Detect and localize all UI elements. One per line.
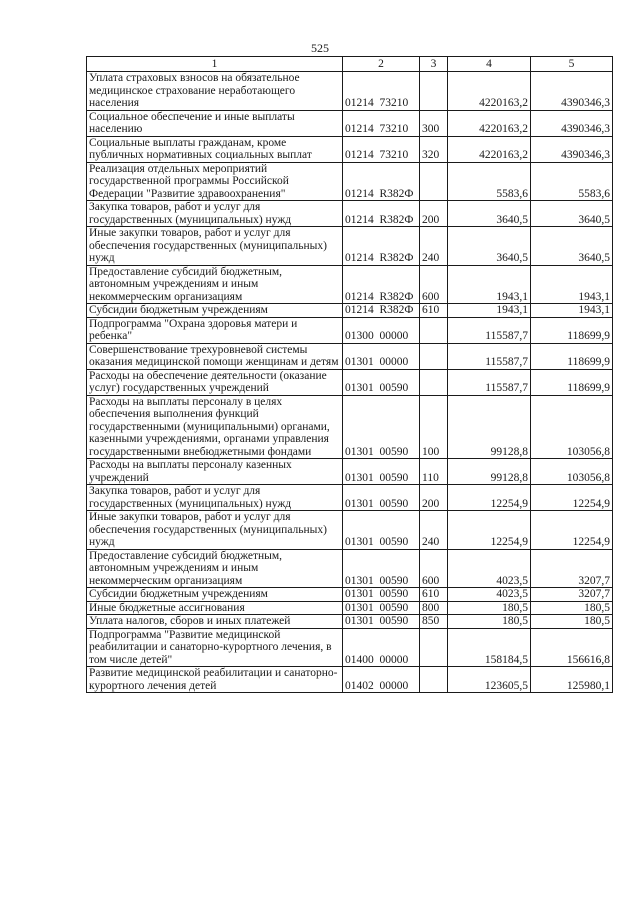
cell-type: 300: [420, 110, 448, 136]
table-row: [87, 72, 613, 111]
cell-v4: 1943,1: [448, 265, 531, 304]
table-row: [87, 511, 613, 550]
cell-type: [420, 667, 448, 693]
table-row: [87, 317, 613, 343]
cell-name: Предоставление субсидий бюджетным, автономным учреждениям и иным некоммерческим организациям: [87, 265, 343, 304]
cell-v5: 118699,9: [531, 317, 613, 343]
cell-v4: 4220163,2: [448, 72, 531, 111]
cell-v5: 4390346,3: [531, 136, 613, 162]
cell-type: [420, 72, 448, 111]
cell-code: 01400 00000: [343, 628, 420, 667]
header-col-4: 4: [448, 57, 531, 72]
cell-v4: 4220163,2: [448, 110, 531, 136]
cell-v4: 4220163,2: [448, 136, 531, 162]
cell-code: 01301 00590: [343, 369, 420, 395]
cell-name: Субсидии бюджетным учреждениям: [87, 588, 343, 602]
cell-v4: 158184,5: [448, 628, 531, 667]
cell-code: 01301 00590: [343, 459, 420, 485]
cell-v5: 103056,8: [531, 395, 613, 459]
cell-v5: 125980,1: [531, 667, 613, 693]
cell-code: 01301 00590: [343, 601, 420, 615]
cell-name: Закупка товаров, работ и услуг для государственных (муниципальных) нужд: [87, 201, 343, 227]
cell-code: 01301 00590: [343, 615, 420, 629]
cell-v5: 156616,8: [531, 628, 613, 667]
cell-code: 01300 00000: [343, 317, 420, 343]
cell-v5: 3640,5: [531, 201, 613, 227]
cell-name: Закупка товаров, работ и услуг для государственных (муниципальных) нужд: [87, 485, 343, 511]
cell-v4: 115587,7: [448, 317, 531, 343]
cell-name: Подпрограмма "Развитие медицинской реабилитации и санаторно-курортного лечения, в том числе детей": [87, 628, 343, 667]
cell-v5: 3207,7: [531, 588, 613, 602]
cell-name: Реализация отдельных мероприятий государственной программы Российской Федерации "Развитие здравоохранения": [87, 162, 343, 201]
cell-code: 01214 R382Ф: [343, 304, 420, 318]
cell-type: 200: [420, 485, 448, 511]
cell-v5: 180,5: [531, 615, 613, 629]
header-row: [87, 57, 613, 72]
cell-v5: 3640,5: [531, 227, 613, 266]
cell-v4: 180,5: [448, 601, 531, 615]
budget-table: [86, 56, 613, 693]
cell-code: 01214 R382Ф: [343, 201, 420, 227]
table-row: [87, 615, 613, 629]
cell-type: [420, 369, 448, 395]
cell-type: 320: [420, 136, 448, 162]
cell-type: [420, 317, 448, 343]
cell-v5: 5583,6: [531, 162, 613, 201]
cell-type: 610: [420, 304, 448, 318]
cell-v4: 3640,5: [448, 201, 531, 227]
cell-code: 01301 00590: [343, 511, 420, 550]
cell-name: Расходы на обеспечение деятельности (оказание услуг) государственных учреждений: [87, 369, 343, 395]
cell-type: 100: [420, 395, 448, 459]
cell-v4: 4023,5: [448, 549, 531, 588]
header-col-1: 1: [87, 57, 343, 72]
table-row: [87, 136, 613, 162]
cell-type: 850: [420, 615, 448, 629]
cell-code: 01301 00000: [343, 343, 420, 369]
cell-code: 01214 73210: [343, 72, 420, 111]
cell-code: 01214 R382Ф: [343, 265, 420, 304]
page-number: 525: [311, 41, 329, 55]
cell-type: 240: [420, 511, 448, 550]
cell-name: Иные бюджетные ассигнования: [87, 601, 343, 615]
cell-code: 01301 00590: [343, 549, 420, 588]
table-row: [87, 485, 613, 511]
cell-name: Социальное обеспечение и иные выплаты населению: [87, 110, 343, 136]
cell-type: [420, 343, 448, 369]
cell-code: 01214 73210: [343, 110, 420, 136]
table-row: [87, 265, 613, 304]
cell-type: 610: [420, 588, 448, 602]
cell-v5: 1943,1: [531, 304, 613, 318]
cell-code: 01301 00590: [343, 395, 420, 459]
cell-v4: 4023,5: [448, 588, 531, 602]
cell-v4: 5583,6: [448, 162, 531, 201]
table-row: [87, 343, 613, 369]
cell-code: 01301 00590: [343, 485, 420, 511]
cell-v5: 4390346,3: [531, 110, 613, 136]
cell-name: Развитие медицинской реабилитации и санаторно-курортного лечения детей: [87, 667, 343, 693]
cell-code: 01402 00000: [343, 667, 420, 693]
cell-v5: 1943,1: [531, 265, 613, 304]
header-col-5: 5: [531, 57, 613, 72]
cell-name: Иные закупки товаров, работ и услуг для обеспечения государственных (муниципальных) нужд: [87, 227, 343, 266]
cell-code: 01214 73210: [343, 136, 420, 162]
cell-v5: 118699,9: [531, 369, 613, 395]
cell-type: 200: [420, 201, 448, 227]
table-row: [87, 628, 613, 667]
cell-type: 600: [420, 549, 448, 588]
cell-v4: 12254,9: [448, 485, 531, 511]
cell-v4: 12254,9: [448, 511, 531, 550]
cell-code: 01214 R382Ф: [343, 162, 420, 201]
table-row: [87, 588, 613, 602]
cell-code: 01214 R382Ф: [343, 227, 420, 266]
cell-v4: 99128,8: [448, 395, 531, 459]
table-row: [87, 601, 613, 615]
cell-type: 110: [420, 459, 448, 485]
cell-name: Уплата страховых взносов на обязательное медицинское страхование неработающего населения: [87, 72, 343, 111]
table-row: [87, 304, 613, 318]
cell-v4: 180,5: [448, 615, 531, 629]
cell-v5: 118699,9: [531, 343, 613, 369]
cell-type: [420, 162, 448, 201]
cell-name: Расходы на выплаты персоналу в целях обеспечения выполнения функций государственными (муниципальными) органами, казенными учреждениями, органами управления государственными внебюджетными фондами: [87, 395, 343, 459]
table-row: [87, 549, 613, 588]
cell-v5: 3207,7: [531, 549, 613, 588]
table-row: [87, 667, 613, 693]
cell-v5: 12254,9: [531, 485, 613, 511]
cell-v4: 3640,5: [448, 227, 531, 266]
cell-type: 800: [420, 601, 448, 615]
cell-name: Социальные выплаты гражданам, кроме публичных нормативных социальных выплат: [87, 136, 343, 162]
cell-v4: 115587,7: [448, 369, 531, 395]
table-row: [87, 395, 613, 459]
cell-name: Иные закупки товаров, работ и услуг для обеспечения государственных (муниципальных) нужд: [87, 511, 343, 550]
cell-name: Субсидии бюджетным учреждениям: [87, 304, 343, 318]
cell-name: Расходы на выплаты персоналу казенных учреждений: [87, 459, 343, 485]
table-row: [87, 110, 613, 136]
cell-type: 600: [420, 265, 448, 304]
cell-name: Предоставление субсидий бюджетным, автономным учреждениям и иным некоммерческим организациям: [87, 549, 343, 588]
table-row: [87, 369, 613, 395]
table-row: [87, 162, 613, 201]
table-row: [87, 227, 613, 266]
header-col-3: 3: [420, 57, 448, 72]
table-row: [87, 201, 613, 227]
cell-v5: 12254,9: [531, 511, 613, 550]
cell-v4: 99128,8: [448, 459, 531, 485]
cell-name: Подпрограмма "Охрана здоровья матери и ребенка": [87, 317, 343, 343]
cell-code: 01301 00590: [343, 588, 420, 602]
cell-v4: 123605,5: [448, 667, 531, 693]
header-col-2: 2: [343, 57, 420, 72]
cell-type: [420, 628, 448, 667]
cell-v4: 115587,7: [448, 343, 531, 369]
cell-name: Уплата налогов, сборов и иных платежей: [87, 615, 343, 629]
cell-type: 240: [420, 227, 448, 266]
cell-name: Совершенствование трехуровневой системы оказания медицинской помощи женщинам и детям: [87, 343, 343, 369]
table-row: [87, 459, 613, 485]
cell-v4: 1943,1: [448, 304, 531, 318]
cell-v5: 4390346,3: [531, 72, 613, 111]
cell-v5: 180,5: [531, 601, 613, 615]
cell-v5: 103056,8: [531, 459, 613, 485]
